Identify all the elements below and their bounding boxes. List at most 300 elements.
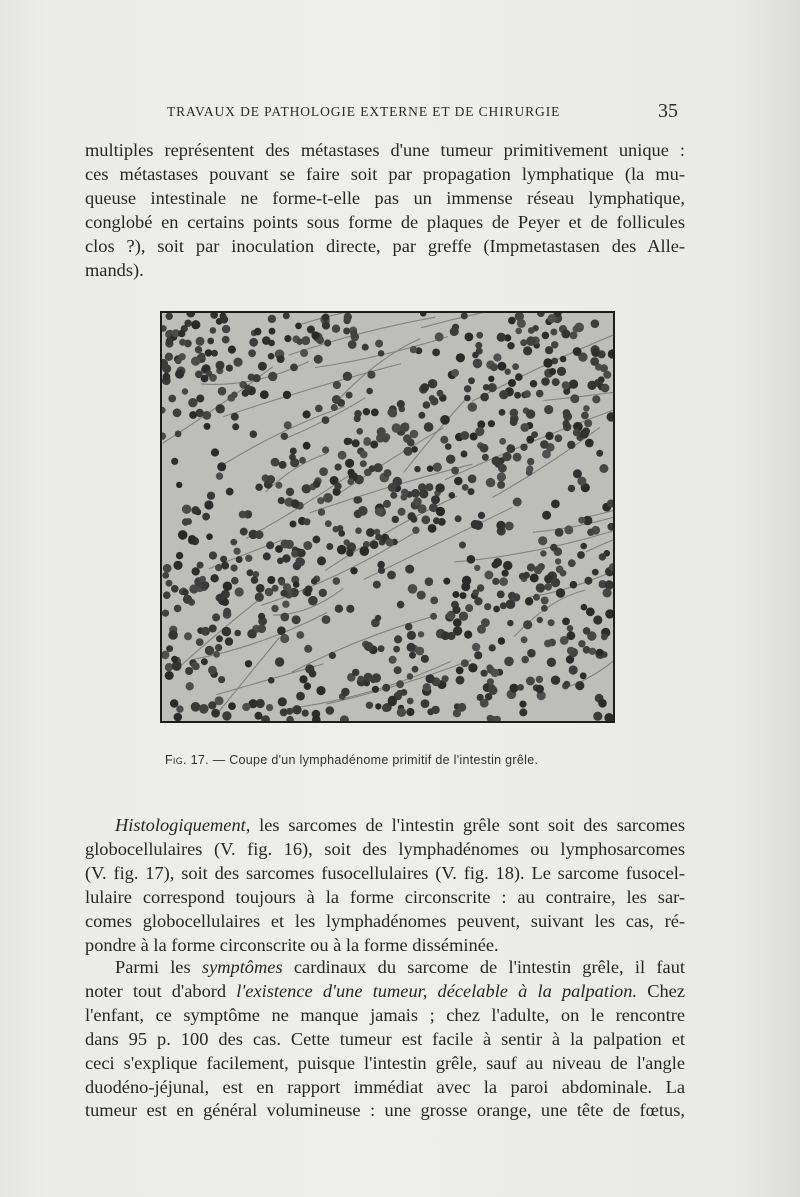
cell-nucleus xyxy=(551,578,560,587)
cell-nucleus xyxy=(460,592,467,599)
cell-nucleus xyxy=(388,696,397,705)
cell-nucleus xyxy=(295,323,302,330)
cell-nucleus xyxy=(322,446,329,453)
cell-nucleus xyxy=(472,643,480,651)
cell-nucleus xyxy=(255,593,264,602)
cell-nucleus xyxy=(417,591,426,600)
cell-nucleus xyxy=(492,561,499,568)
cell-nucleus xyxy=(512,363,519,370)
cell-nucleus xyxy=(337,545,347,555)
cell-nucleus xyxy=(519,708,527,716)
cell-nucleus xyxy=(562,618,570,626)
cell-nucleus xyxy=(206,370,213,377)
cell-nucleus xyxy=(335,605,343,613)
cell-nucleus xyxy=(398,508,406,516)
cell-nucleus xyxy=(549,368,556,375)
cell-nucleus xyxy=(593,615,602,624)
cell-nucleus xyxy=(378,645,385,652)
cell-nucleus xyxy=(568,485,575,492)
cell-nucleus xyxy=(526,465,533,472)
cell-nucleus xyxy=(303,442,311,450)
cell-nucleus xyxy=(364,673,373,682)
cell-nucleus xyxy=(542,450,551,459)
cell-nucleus xyxy=(166,337,174,345)
cell-nucleus xyxy=(596,649,603,656)
cell-nucleus xyxy=(527,649,536,658)
cell-nucleus xyxy=(540,440,549,449)
text-line: globocellulaires (V. fig. 16), soit des lymphadénomes ou lymphosarcomes xyxy=(85,838,685,859)
cell-nucleus xyxy=(591,319,600,328)
cell-nucleus xyxy=(191,702,201,712)
cell-nucleus xyxy=(165,353,173,361)
cell-nucleus xyxy=(556,588,565,597)
cell-nucleus xyxy=(258,362,267,371)
cell-nucleus xyxy=(526,677,535,686)
cell-nucleus xyxy=(222,325,230,333)
cell-nucleus xyxy=(431,706,439,714)
cell-nucleus xyxy=(530,380,537,387)
cell-nucleus xyxy=(506,444,515,453)
cell-nucleus xyxy=(197,562,204,569)
cell-nucleus xyxy=(484,571,493,580)
cell-nucleus xyxy=(313,480,321,488)
cell-nucleus xyxy=(322,314,329,321)
cell-nucleus xyxy=(496,521,505,530)
cell-nucleus xyxy=(267,475,276,484)
cell-nucleus xyxy=(577,551,585,559)
cell-nucleus xyxy=(250,430,258,438)
cell-nucleus xyxy=(498,464,507,473)
cell-nucleus xyxy=(451,467,459,475)
text-line: ces métastases pouvant se faire soit par propagation lymphatique (la mu- xyxy=(85,163,685,184)
cell-nucleus xyxy=(202,513,210,521)
cell-nucleus xyxy=(233,358,242,367)
cell-nucleus xyxy=(284,335,291,342)
cell-nucleus xyxy=(401,489,408,496)
cell-nucleus xyxy=(382,704,390,712)
cell-nucleus xyxy=(220,556,227,563)
cell-nucleus xyxy=(215,696,224,705)
cell-nucleus xyxy=(540,550,546,556)
cell-nucleus xyxy=(210,327,217,334)
cell-nucleus xyxy=(338,451,347,460)
cell-nucleus xyxy=(350,330,357,337)
cell-nucleus xyxy=(536,390,544,398)
cell-nucleus xyxy=(433,463,442,472)
cell-nucleus xyxy=(567,441,575,449)
cell-nucleus xyxy=(497,472,506,481)
text-line: ceci s'explique facilement, puisque l'intestin grêle, sauf au niveau de l'angle xyxy=(85,1052,685,1073)
cell-nucleus xyxy=(535,685,544,694)
text-line: duodéno-jéjunal, est en rapport immédiat avec la paroi abdominale. La xyxy=(85,1076,685,1097)
cell-nucleus xyxy=(421,515,430,524)
cell-nucleus xyxy=(440,415,450,425)
cell-nucleus xyxy=(225,637,233,645)
cell-nucleus xyxy=(394,666,402,674)
cell-nucleus xyxy=(296,338,303,345)
cell-nucleus xyxy=(521,636,528,643)
cell-nucleus xyxy=(536,676,543,683)
cell-nucleus xyxy=(507,620,513,626)
cell-nucleus xyxy=(360,546,370,556)
cell-nucleus xyxy=(596,450,603,457)
cell-nucleus xyxy=(541,377,550,386)
cell-nucleus xyxy=(195,346,202,353)
cell-nucleus xyxy=(435,332,444,341)
cell-nucleus xyxy=(483,384,490,391)
cell-nucleus xyxy=(171,585,179,593)
cell-nucleus xyxy=(461,582,470,591)
cell-nucleus xyxy=(211,448,219,456)
cell-nucleus xyxy=(263,552,271,560)
cell-nucleus xyxy=(541,605,548,612)
cell-nucleus xyxy=(245,660,252,667)
cell-nucleus xyxy=(286,488,294,496)
cell-nucleus xyxy=(211,709,220,718)
cell-nucleus xyxy=(331,404,338,411)
cell-nucleus xyxy=(583,627,591,635)
cell-nucleus xyxy=(583,646,591,654)
cell-nucleus xyxy=(510,409,519,418)
cell-nucleus xyxy=(366,388,373,395)
cell-nucleus xyxy=(375,340,383,348)
cell-nucleus xyxy=(591,348,600,357)
cell-nucleus xyxy=(313,536,321,544)
cell-nucleus xyxy=(303,518,310,525)
cell-nucleus xyxy=(584,577,592,585)
cell-nucleus xyxy=(497,333,506,342)
cell-nucleus xyxy=(372,673,381,682)
cell-nucleus xyxy=(536,583,545,592)
cell-nucleus xyxy=(293,581,300,588)
cell-nucleus xyxy=(425,483,433,491)
cell-nucleus xyxy=(207,338,214,345)
cell-nucleus xyxy=(272,585,279,592)
cell-nucleus xyxy=(474,651,482,659)
cell-nucleus xyxy=(360,451,368,459)
cell-nucleus xyxy=(474,565,480,571)
cell-nucleus xyxy=(417,504,426,513)
cell-nucleus xyxy=(520,423,529,432)
cell-nucleus xyxy=(563,409,571,417)
cell-nucleus xyxy=(472,589,479,596)
cell-nucleus xyxy=(567,625,574,632)
cell-nucleus xyxy=(332,325,340,333)
text-line: clos ?), soit par inoculation directe, par greffe (Impmetastasen des Alle- xyxy=(85,235,685,256)
cell-nucleus xyxy=(268,677,275,684)
cell-nucleus xyxy=(548,619,555,626)
cell-nucleus xyxy=(324,339,331,346)
cell-nucleus xyxy=(394,635,402,643)
cell-nucleus xyxy=(507,342,514,349)
cell-nucleus xyxy=(601,634,608,641)
cell-nucleus xyxy=(534,566,543,575)
cell-nucleus xyxy=(319,589,327,597)
cell-nucleus xyxy=(346,392,353,399)
cell-nucleus xyxy=(201,627,210,636)
cell-nucleus xyxy=(182,505,191,514)
cell-nucleus xyxy=(255,484,262,491)
cell-nucleus xyxy=(278,497,285,504)
cell-nucleus xyxy=(544,583,552,591)
cell-nucleus xyxy=(499,390,508,399)
cell-nucleus xyxy=(431,495,440,504)
cell-nucleus xyxy=(337,525,343,531)
cell-nucleus xyxy=(317,556,326,565)
cell-nucleus xyxy=(364,642,373,651)
cell-nucleus xyxy=(277,558,284,565)
cell-nucleus xyxy=(242,703,250,711)
cell-nucleus xyxy=(205,646,214,655)
cell-nucleus xyxy=(581,604,588,611)
cell-nucleus xyxy=(563,681,570,688)
page-header xyxy=(0,100,800,122)
cell-nucleus xyxy=(239,511,247,519)
cell-nucleus xyxy=(173,561,182,570)
cell-nucleus xyxy=(344,438,351,445)
cell-nucleus xyxy=(471,520,480,529)
cell-nucleus xyxy=(168,395,176,403)
cell-nucleus xyxy=(322,416,330,424)
cell-nucleus xyxy=(163,564,172,573)
cell-nucleus xyxy=(446,455,455,464)
cell-nucleus xyxy=(198,353,205,360)
cell-nucleus xyxy=(377,561,385,569)
cell-nucleus xyxy=(502,570,509,577)
cell-nucleus xyxy=(266,704,273,711)
cell-nucleus xyxy=(296,631,304,639)
cell-nucleus xyxy=(599,464,608,473)
cell-nucleus xyxy=(412,527,419,534)
cell-nucleus xyxy=(253,374,261,382)
cell-nucleus xyxy=(290,521,297,528)
cell-nucleus xyxy=(370,540,379,549)
cell-nucleus xyxy=(373,581,381,589)
cell-nucleus xyxy=(499,577,508,586)
text-line: pondre à la forme circonscrite ou à la forme disséminée. xyxy=(85,934,499,955)
text-line: queuse intestinale ne forme-t-elle pas un immense réseau lymphatique, xyxy=(85,187,685,208)
cell-nucleus xyxy=(245,555,252,562)
cell-nucleus xyxy=(171,458,178,465)
cell-nucleus xyxy=(179,339,186,346)
cell-nucleus xyxy=(592,569,599,576)
cell-nucleus xyxy=(440,436,448,444)
cell-nucleus xyxy=(348,340,357,349)
cell-nucleus xyxy=(407,698,414,705)
cell-nucleus xyxy=(599,553,606,560)
cell-nucleus xyxy=(222,711,231,720)
cell-nucleus xyxy=(451,369,459,377)
cell-nucleus xyxy=(462,484,469,491)
cell-nucleus xyxy=(455,515,462,522)
cell-nucleus xyxy=(231,392,238,399)
cell-nucleus xyxy=(303,410,311,418)
cell-nucleus xyxy=(255,530,264,539)
cell-nucleus xyxy=(407,439,415,447)
text-line: lulaire correspond toujours à la forme circonscrite : au contraire, les sar- xyxy=(85,886,685,907)
cell-nucleus xyxy=(478,512,485,519)
cell-nucleus xyxy=(292,705,301,714)
cell-nucleus xyxy=(454,477,463,486)
cell-nucleus xyxy=(533,594,540,601)
cell-nucleus xyxy=(172,661,182,671)
cell-nucleus xyxy=(484,603,491,610)
cell-nucleus xyxy=(210,574,218,582)
cell-nucleus xyxy=(256,584,265,593)
cell-nucleus xyxy=(255,712,263,720)
cell-nucleus xyxy=(517,319,526,328)
cell-nucleus xyxy=(363,438,371,446)
cell-nucleus xyxy=(515,328,522,335)
cell-nucleus xyxy=(453,618,462,627)
cell-nucleus xyxy=(371,409,379,417)
cell-nucleus xyxy=(521,656,529,664)
cell-nucleus xyxy=(475,427,484,436)
cell-nucleus xyxy=(191,320,200,329)
cell-nucleus xyxy=(513,453,522,462)
cell-nucleus xyxy=(418,412,425,419)
cell-nucleus xyxy=(427,465,434,472)
cell-nucleus xyxy=(387,571,396,580)
cell-nucleus xyxy=(299,675,307,683)
cell-nucleus xyxy=(346,549,353,556)
cell-nucleus xyxy=(436,507,445,516)
cell-nucleus xyxy=(231,413,239,421)
cell-nucleus xyxy=(231,577,239,585)
page-number: 35 xyxy=(658,100,678,122)
cell-nucleus xyxy=(280,709,288,717)
text-line: dans 95 p. 100 des cas. Cette tumeur est facile à sentir à la palpation et xyxy=(85,1028,685,1049)
cell-nucleus xyxy=(443,578,450,585)
cell-nucleus xyxy=(354,410,362,418)
cell-field xyxy=(162,313,613,721)
cell-nucleus xyxy=(426,674,435,683)
text-line: mands). xyxy=(85,259,144,280)
cell-nucleus xyxy=(498,637,505,644)
cell-nucleus xyxy=(271,605,278,612)
cell-nucleus xyxy=(574,323,584,333)
cell-nucleus xyxy=(407,643,416,652)
cell-nucleus xyxy=(343,328,350,335)
cell-nucleus xyxy=(502,452,511,461)
cell-nucleus xyxy=(240,528,248,536)
cell-nucleus xyxy=(432,349,440,357)
cell-nucleus xyxy=(492,456,501,465)
cell-nucleus xyxy=(551,500,560,509)
cell-nucleus xyxy=(567,647,575,655)
cell-nucleus xyxy=(257,624,266,633)
cell-nucleus xyxy=(387,408,395,416)
cell-nucleus xyxy=(573,347,582,356)
cell-nucleus xyxy=(475,342,482,349)
cell-nucleus xyxy=(329,652,336,659)
cell-nucleus xyxy=(441,631,450,640)
cell-nucleus xyxy=(375,703,381,709)
cell-nucleus xyxy=(374,463,383,472)
cell-nucleus xyxy=(520,339,527,346)
cell-nucleus xyxy=(223,608,231,616)
cell-nucleus xyxy=(497,362,506,371)
cell-nucleus xyxy=(333,577,341,585)
cell-nucleus xyxy=(346,605,354,613)
cell-nucleus xyxy=(493,353,501,361)
cell-nucleus xyxy=(300,349,308,357)
cell-nucleus xyxy=(344,313,352,321)
cell-nucleus xyxy=(347,478,354,485)
cell-nucleus xyxy=(290,448,297,455)
cell-nucleus xyxy=(162,572,169,579)
cell-nucleus xyxy=(249,338,258,347)
cell-nucleus xyxy=(461,659,469,667)
cell-nucleus xyxy=(360,460,367,467)
cell-nucleus xyxy=(557,367,566,376)
cell-nucleus xyxy=(452,324,459,331)
cell-nucleus xyxy=(218,387,227,396)
cell-nucleus xyxy=(296,558,305,567)
cell-nucleus xyxy=(166,645,173,652)
cell-nucleus xyxy=(192,567,200,575)
cell-nucleus xyxy=(405,565,414,574)
cell-nucleus xyxy=(504,657,514,667)
cell-nucleus xyxy=(550,544,557,551)
cell-nucleus xyxy=(508,379,516,387)
cell-nucleus xyxy=(480,444,489,453)
cell-nucleus xyxy=(551,676,560,685)
cell-nucleus xyxy=(592,395,600,403)
cell-nucleus xyxy=(213,651,220,658)
cell-nucleus xyxy=(247,629,256,638)
cell-nucleus xyxy=(375,508,383,516)
cell-nucleus xyxy=(209,551,217,559)
cell-nucleus xyxy=(282,601,289,608)
cell-nucleus xyxy=(584,419,592,427)
cell-nucleus xyxy=(372,686,379,693)
cell-nucleus xyxy=(319,467,328,476)
cell-nucleus xyxy=(228,346,236,354)
cell-nucleus xyxy=(322,615,331,624)
cell-nucleus xyxy=(279,461,287,469)
cell-nucleus xyxy=(570,394,579,403)
cell-nucleus xyxy=(433,517,440,524)
cell-nucleus xyxy=(410,346,417,353)
paragraph-1 xyxy=(85,139,685,282)
cell-nucleus xyxy=(311,578,318,585)
cell-nucleus xyxy=(268,372,277,381)
cell-nucleus xyxy=(465,604,473,612)
cell-nucleus xyxy=(176,482,182,488)
cell-nucleus xyxy=(323,493,333,503)
cell-nucleus xyxy=(452,591,459,598)
cell-nucleus xyxy=(226,365,233,372)
cell-nucleus xyxy=(421,699,430,708)
cell-nucleus xyxy=(465,333,474,342)
cell-nucleus xyxy=(488,420,495,427)
cell-nucleus xyxy=(461,451,468,458)
cell-nucleus xyxy=(221,562,229,570)
cell-nucleus xyxy=(564,525,573,534)
cell-nucleus xyxy=(268,315,276,323)
cell-nucleus xyxy=(583,405,590,412)
cell-nucleus xyxy=(405,623,413,631)
cell-nucleus xyxy=(226,488,234,496)
cell-nucleus xyxy=(468,488,475,495)
cell-nucleus xyxy=(468,402,477,411)
cell-nucleus xyxy=(575,681,584,690)
cell-nucleus xyxy=(217,594,225,602)
cell-nucleus xyxy=(600,364,608,372)
cell-nucleus xyxy=(477,625,486,634)
cell-nucleus xyxy=(581,412,589,420)
